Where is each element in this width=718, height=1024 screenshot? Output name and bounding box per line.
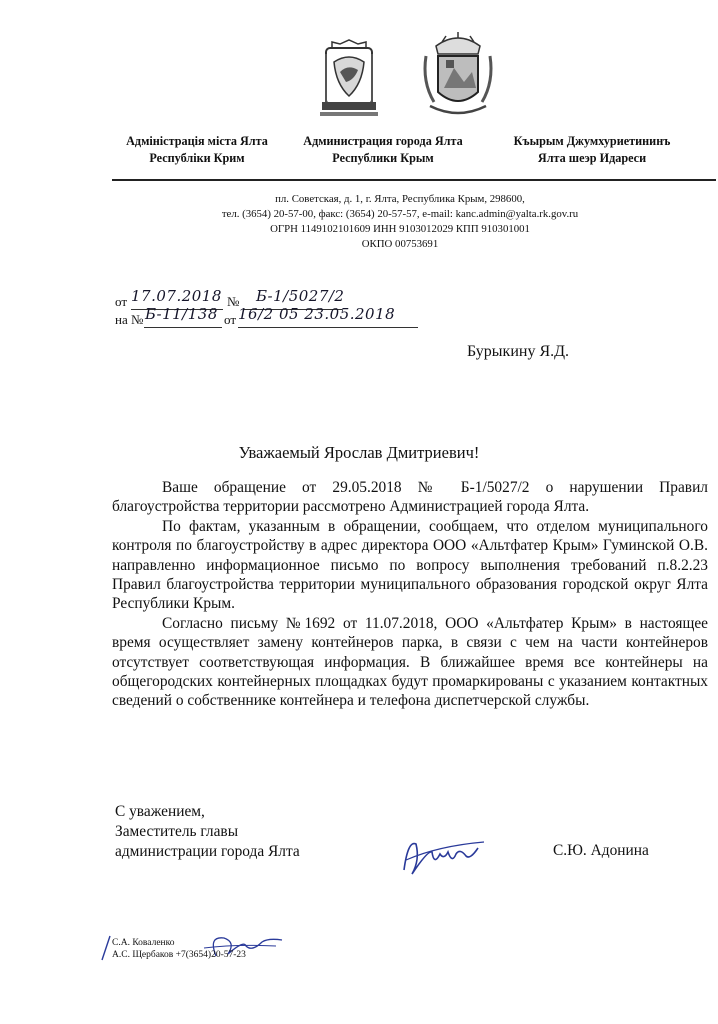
header-divider bbox=[112, 179, 716, 181]
signer-name: С.Ю. Адонина bbox=[553, 842, 649, 859]
reg-number-label: № bbox=[227, 294, 240, 309]
addressee: Бурыкину Я.Д. bbox=[467, 343, 570, 360]
executors-block bbox=[112, 937, 246, 961]
reg-in-number: Б-11/138 bbox=[145, 305, 218, 323]
header-ua-line2: Республіки Крим bbox=[149, 151, 245, 165]
signer-organization: администрации города Ялта bbox=[115, 843, 300, 860]
contact-registration-codes: ОГРН 1149102101609 ИНН 9103012029 КПП 910301001 bbox=[270, 223, 530, 235]
header-ru-line2: Республики Крым bbox=[332, 151, 434, 165]
closing: С уважением, bbox=[115, 803, 205, 820]
letter-body bbox=[112, 478, 708, 711]
handwritten-signature bbox=[398, 830, 490, 882]
contact-phone-email: тел. (3654) 20-57-00, факс: (3654) 20-57-57, e-mail: kanc.admin@yalta.rk.gov.ru bbox=[221, 208, 579, 220]
header-ru-line1: Администрация города Ялта bbox=[303, 134, 463, 148]
header-ukrainian bbox=[112, 133, 282, 167]
greeting: Уважаемый Ярослав Дмитриевич! bbox=[238, 443, 480, 462]
body-paragraph: Согласно письму №1692 от 11.07.2018, ООО «Альтфатер Крым» в настоящее время осуществляет замену контейнеров парка, в связи с чем на части контейнеров отсутствует соответствующая информация. В ближайшее время все контейнеры на общегородских контейнерных площадках будут промаркированы с указанием контактных сведений о собственнике контейнера и телефона диспетчерской службы. bbox=[112, 614, 708, 710]
contact-address: пл. Советская, д. 1, г. Ялта, Республика Крым, 298600, bbox=[275, 193, 525, 205]
yalta-coat-of-arms-icon bbox=[420, 32, 496, 124]
signer-position: Заместитель главы bbox=[115, 823, 239, 840]
body-paragraph: По фактам, указанным в обращении, сообщаем, что отделом муниципального контроля по благоустройству в адрес директора ООО «Альтфатер Крым» Гуминской О.В. направленно информационное письмо по вопросу выполнения требований п.8.2.23 Правил благоустройства территории муниципального образования городской округ Ялта Республики Крым. bbox=[112, 517, 708, 613]
crimea-coat-of-arms-icon bbox=[318, 38, 380, 124]
reg-in-number-underline bbox=[144, 327, 222, 328]
reg-in-date: 16/2 05 23.05.2018 bbox=[238, 305, 396, 323]
header-russian bbox=[287, 133, 479, 167]
contact-okpo: ОКПО 00753691 bbox=[361, 238, 439, 250]
reg-in-from-label: от bbox=[224, 312, 237, 327]
reg-number: Б-1/5027/2 bbox=[256, 287, 345, 305]
executor-1: С.А. Коваленко bbox=[112, 938, 175, 948]
reg-in-date-underline bbox=[238, 327, 418, 328]
executor-2: А.С. Щербаков +7(3654)20-57-23 bbox=[112, 950, 246, 960]
reg-date: 17.07.2018 bbox=[131, 287, 222, 305]
body-paragraph: Ваше обращение от 29.05.2018 № Б-1/5027/2 о нарушении Правил благоустройства территории рассмотрено Администрацией города Ялта. bbox=[112, 479, 708, 516]
signature-block bbox=[115, 802, 300, 862]
contact-block bbox=[150, 192, 650, 252]
reg-in-number-label: на № bbox=[115, 312, 144, 327]
header-crh-line2: Ялта шеэр Идареси bbox=[537, 151, 647, 165]
reg-from-label: от bbox=[115, 294, 128, 309]
header-crimean-tatar bbox=[492, 133, 692, 167]
header-ua-line1: Адміністрація міста Ялта bbox=[126, 134, 268, 148]
header-crh-line1: Къырым Джумхуриетининъ bbox=[513, 134, 671, 148]
